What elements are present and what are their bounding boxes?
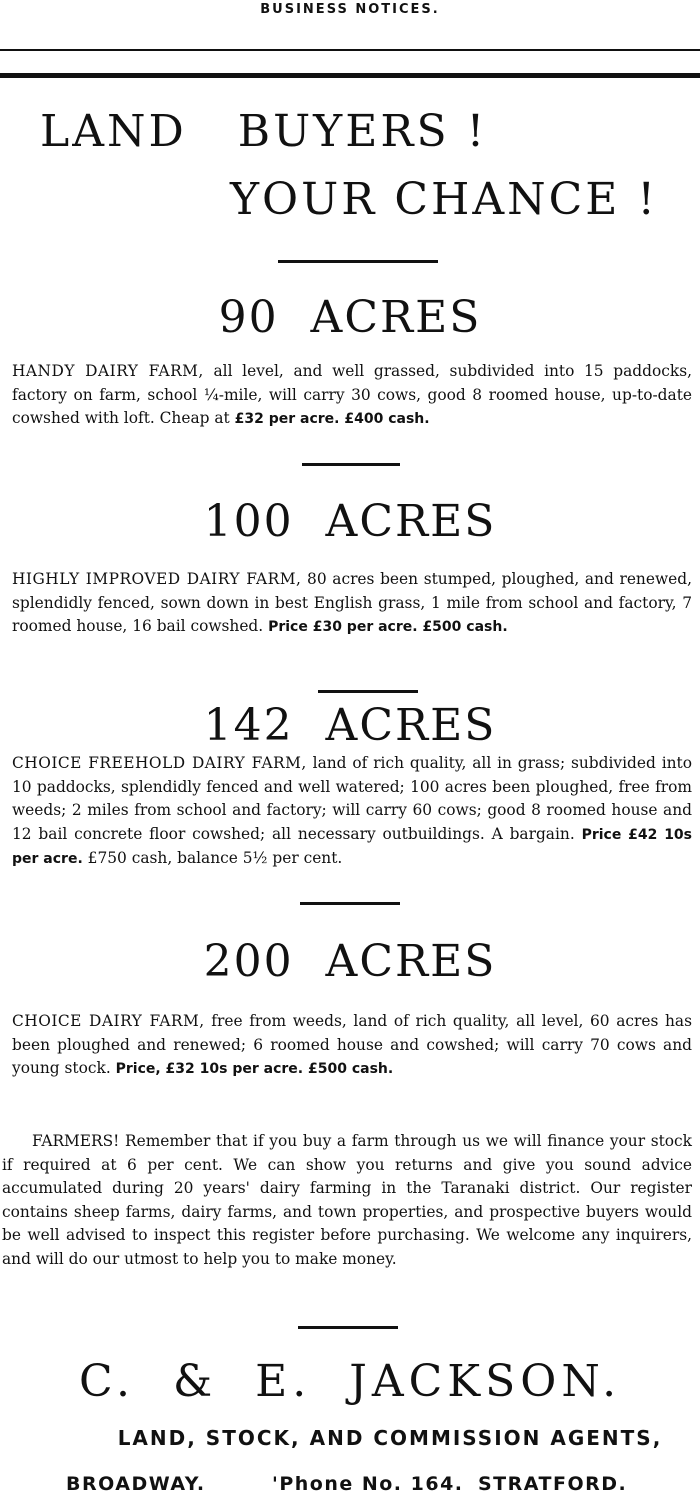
listing-terms: £750 cash, balance 5½ per cent. xyxy=(82,849,343,867)
listing-acres: 100 ACRES xyxy=(203,496,497,547)
headline-line2: YOUR CHANCE ! xyxy=(230,174,659,225)
listing-text: 80 acres been stumped, ploughed, and renewed, splendidly fenced, sown down in best English grass, 1 mile from school and factory, 7 roomed house, 16 bail cowshed. xyxy=(12,570,692,635)
farmers-note: FARMERS! Remember that if you buy a farm through us we will finance your stock if required at 6 per cent. We can show you returns and give you sound advice accumulated during 20 years' dairy farming in the Taranaki district. Our register contains sheep farms, dairy farms, and town properties, and prospective buyers would be well advised to inspect this register before purchasing. We welcome any inquirers, and will do our utmost to help you to make money. xyxy=(2,1132,692,1268)
listing-text: free from weeds, land of rich quality, all level, 60 acres has been ploughed and renewed; 6 roomed house and cowshed; will carry 70 cows and young stock. xyxy=(12,1012,692,1077)
divider xyxy=(318,690,418,693)
divider xyxy=(278,260,438,263)
divider xyxy=(298,1326,398,1329)
listing-description xyxy=(12,1010,692,1082)
listing-acres: 90 ACRES xyxy=(218,292,482,343)
headline-line1: LAND BUYERS ! xyxy=(40,106,488,157)
divider xyxy=(300,902,400,905)
divider xyxy=(302,463,400,466)
firm-street: BROADWAY. xyxy=(66,1473,206,1495)
firm-phone: 'Phone No. 164. xyxy=(272,1473,464,1495)
header-rule xyxy=(0,49,700,51)
firm-town: STRATFORD. xyxy=(478,1473,628,1495)
listing-description xyxy=(12,752,692,872)
listing-lead: CHOICE DAIRY FARM, xyxy=(12,1012,205,1030)
listing-text: all level, and well grassed, subdivided into 15 paddocks, factory on farm, school ¼-mile, will carry 30 cows, good 8 roomed house, up-to-date cowshed with loft. Cheap at xyxy=(12,362,692,427)
listing-acres: 142 ACRES xyxy=(203,700,497,751)
firm-name: C. & E. JACKSON. xyxy=(78,1356,622,1407)
listing-price: Price £42 10s per acre. xyxy=(12,826,693,867)
listing-price: Price, £32 10s per acre. £500 cash. xyxy=(115,1061,394,1077)
listing-description xyxy=(12,360,692,432)
listing-acres: 200 ACRES xyxy=(203,936,497,987)
section-header: BUSINESS NOTICES. xyxy=(260,2,440,17)
firm-tagline: LAND, STOCK, AND COMMISSION AGENTS, xyxy=(117,1426,663,1450)
listing-price: £32 per acre. £400 cash. xyxy=(234,411,430,427)
listing-text: land of rich quality, all in grass; subdivided into 10 paddocks, splendidly fenced and well watered; 100 acres been ploughed, free from weeds; 2 miles from school and factory; will carry 60 cows; good 8 roomed house and 12 bail concrete floor cowshed; all necessary outbuildings. A bargain. xyxy=(12,754,693,843)
listing-description xyxy=(12,568,692,640)
listing-price: Price £30 per acre. £500 cash. xyxy=(268,619,508,635)
listing-lead: CHOICE FREEHOLD DAIRY FARM, xyxy=(12,754,307,772)
header-rule-thick xyxy=(0,73,700,78)
listing-lead: HANDY DAIRY FARM, xyxy=(12,362,204,380)
listing-lead: HIGHLY IMPROVED DAIRY FARM, xyxy=(12,570,302,588)
